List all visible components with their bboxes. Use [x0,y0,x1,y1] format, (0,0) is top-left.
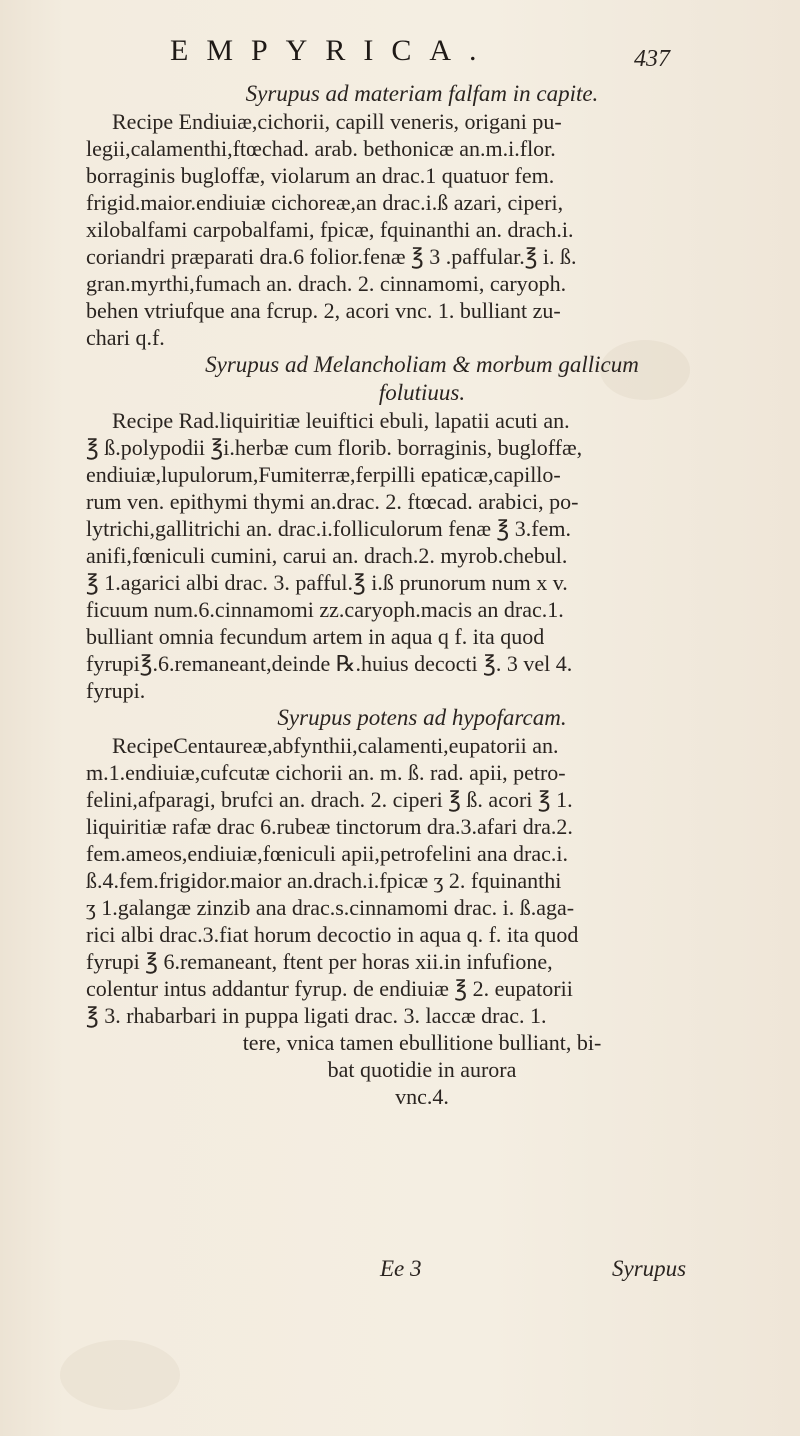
section-heading: Syrupus ad materiam falfam in capite. [245,81,599,106]
text-line: felini,afparagi, brufci an. drach. 2. ciperi ℥ ß. acori ℥ 1. [86,787,573,812]
text-line: bulliant omnia fecundum artem in aqua q f. ita quod [86,624,545,649]
section-heading: Syrupus potens ad hypofarcam. [277,705,567,730]
text-line: colentur intus addantur fyrup. de endiuiæ ℥ 2. eupatorii [86,976,573,1001]
text-line: fyrupi ℥ 6.remaneant, ftent per horas xii.in infufione, [86,949,553,974]
running-head-title: EMPYRICA. [170,34,495,67]
text-line: fyrupi. [86,678,146,703]
closing-line: bat quotidie in aurora [327,1057,517,1082]
section-heading: Syrupus ad Melancholiam & morbum gallicum [205,352,639,377]
text-line: fem.ameos,endiuiæ,fœniculi apii,petrofelini ana drac.i. [86,841,569,866]
catchword: Syrupus [612,1256,687,1281]
text-line: ß.4.fem.frigidor.maior an.drach.i.fpicæ ʒ 2. fquinanthi [86,868,562,893]
text-line: behen vtriufque ana fcrup. 2, acori vnc. 1. bulliant zu- [86,298,561,323]
text-line: ℥ ß.polypodii ℥i.herbæ cum florib. borraginis, bugloffæ, [86,435,583,460]
text-line: coriandri præparati dra.6 folior.fenæ ℥ 3 .paffular.℥ i. ß. [86,244,577,269]
text-line: RecipeCentaureæ,abfynthii,calamenti,eupatorii an. [112,733,559,758]
text-line: ʒ 1.galangæ zinzib ana drac.s.cinnamomi drac. i. ß.aga- [86,895,575,920]
page-number: 437 [634,46,670,72]
text-line: lytrichi,gallitrichi an. drac.i.folliculorum fenæ ℥ 3.fem. [86,516,571,541]
text-line: legii,calamenthi,ftœchad. arab. bethonicæ an.m.i.flor. [86,136,556,161]
text-line: fyrupi℥.6.remaneant,deinde ℞.huius decocti ℥. 3 vel 4. [86,651,573,676]
text-line: liquiritiæ rafæ drac 6.rubeæ tinctorum dra.3.afari dra.2. [86,814,573,839]
paper-stain [60,1340,180,1410]
text-line: ficuum num.6.cinnamomi zz.caryoph.macis an drac.1. [86,597,564,622]
text-line: Recipe Rad.liquiritiæ leuiftici ebuli, lapatii acuti an. [112,408,570,433]
text-line: endiuiæ,lupulorum,Fumiterræ,ferpilli epaticæ,capillo- [86,462,561,487]
running-head [170,34,670,74]
text-line: rici albi drac.3.fiat horum decoctio in aqua q. f. ita quod [86,922,579,947]
text-line: chari q.f. [86,325,165,350]
text-line: gran.myrthi,fumach an. drach. 2. cinnamomi, caryoph. [86,271,567,296]
text-line: ℥ 3. rhabarbari in puppa ligati drac. 3. laccæ drac. 1. [86,1003,547,1028]
text-line: anifi,fœniculi cumini, carui an. drach.2. myrob.chebul. [86,543,568,568]
text-line: ℥ 1.agarici albi drac. 3. pafful.℥ i.ß prunorum num x v. [86,570,568,595]
text-line: frigid.maior.endiuiæ cichoreæ,an drac.i.ß azari, ciperi, [86,190,564,215]
text-line: m.1.endiuiæ,cufcutæ cichorii an. m. ß. rad. apii, petro- [86,760,566,785]
closing-line: vnc.4. [395,1084,449,1109]
page-footer [0,1256,800,1296]
text-block [86,80,758,1110]
section-subheading: folutiuus. [378,380,466,405]
text-line: xilobalfami carpobalfami, fpicæ, fquinanthi an. drach.i. [86,217,574,242]
text-line: borraginis bugloffæ, violarum an drac.1 quatuor fem. [86,163,555,188]
text-line: rum ven. epithymi thymi an.drac. 2. ftœcad. arabici, po- [86,489,579,514]
closing-line: tere, vnica tamen ebullitione bulliant, bi- [242,1030,602,1055]
signature-mark: Ee 3 [380,1256,422,1281]
text-line: Recipe Endiuiæ,cichorii, capill veneris, origani pu- [112,109,562,134]
